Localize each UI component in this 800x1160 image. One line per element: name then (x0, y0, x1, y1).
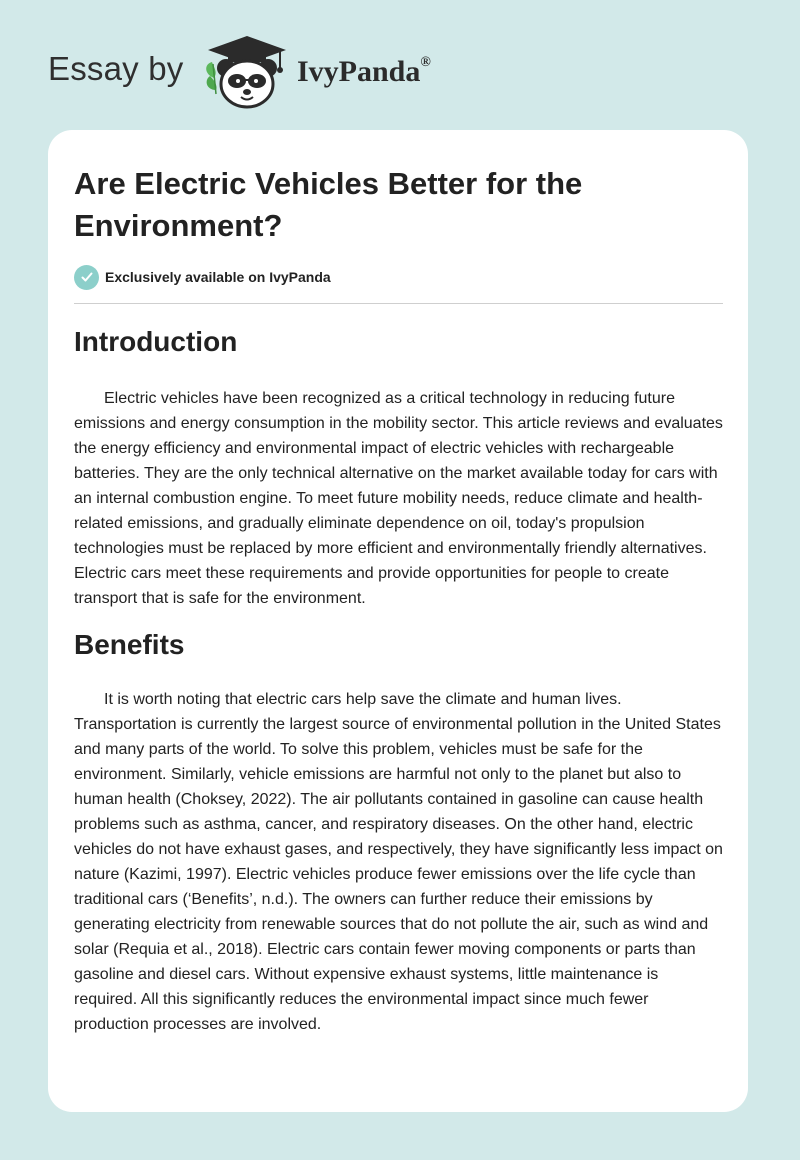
section-heading-benefits: Benefits (74, 629, 185, 660)
exclusive-badge (74, 264, 331, 290)
article-title: Are Electric Vehicles Better for the Environment? (74, 166, 583, 243)
check-circle-icon (74, 265, 99, 290)
panda-graduate-logo-icon[interactable] (200, 34, 294, 110)
brand-name-text: IvyPanda (297, 55, 421, 88)
brand-prefix: Essay by (48, 50, 184, 87)
article-card (48, 130, 748, 1112)
section-heading-introduction: Introduction (74, 326, 238, 357)
brand-name[interactable] (297, 55, 431, 89)
section-body-introduction: Electric vehicles have been recognized as a critical technology in reducing future emissions and energy consumption in the mobility sector. This article reviews and evaluates the energy efficiency and environmental impact of electric vehicles with rechargeable batteries. They are the only technical alternative on the market available today for cars with an internal combustion engine. To meet future mobility needs, reduce climate and health-related emissions, and gradually eliminate dependence on oil, today's propulsion technologies must be replaced by more efficient and environmentally friendly alternatives. Electric cars meet these requirements and provide opportunities for people to create transport that is safe for the environment. (74, 390, 723, 607)
divider (74, 303, 723, 304)
exclusive-label: Exclusively available on IvyPanda (105, 269, 331, 285)
leaf-icon (206, 62, 216, 94)
section-body-benefits: It is worth noting that electric cars help save the climate and human lives. Transportation is currently the largest source of environmental pollution in the United States and many parts of the world. To solve this problem, vehicles must be safe for the environment. Similarly, vehicle emissions are harmful not only to the planet but also to human health (Choksey, 2022). The air pollutants contained in gasoline can cause health problems such as asthma, cancer, and respiratory diseases. On the other hand, electric vehicles do not have exhaust gases, and respectively, they have significantly less impact on nature (Kazimi, 1997). Electric vehicles produce fewer emissions over the life cycle than traditional cars (‘Benefits’, n.d.). The owners can further reduce their emissions by generating electricity from renewable sources that do not pollute the air, such as wind and solar (Requia et al., 2018). Electric cars contain fewer moving components or parts than gasoline and diesel cars. Without expensive exhaust systems, little maintenance is required. All this significantly reduces the environmental impact since much fewer production processes are involved. (74, 691, 723, 1033)
registered-mark: ® (420, 55, 431, 70)
site-header (0, 0, 800, 130)
